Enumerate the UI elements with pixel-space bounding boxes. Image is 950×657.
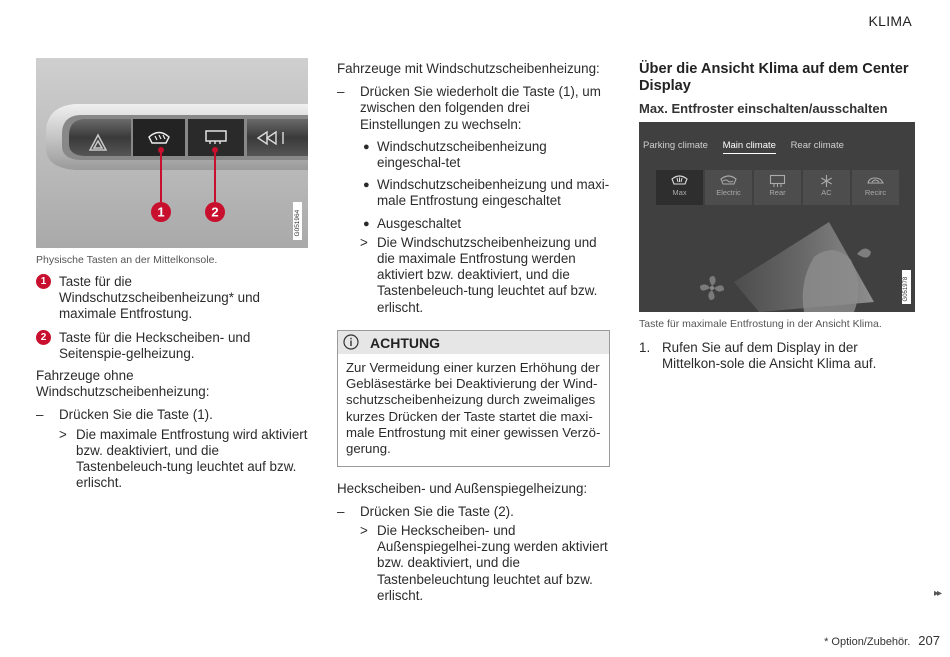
result bbox=[337, 235, 610, 316]
callout-2: 2 bbox=[211, 204, 219, 220]
numbered-step bbox=[639, 340, 915, 372]
warning-text: Zur Vermeidung einer kurzen Erhöhung der Gebläsestärke bei Deaktivierung der Wind-schutzscheibenheizung durch zweimaliges kurzes Drücken der Taste startet die maxi-male Entfrostung mit einer gewissen Verzö-gerung. bbox=[346, 359, 601, 457]
result-text: Die Heckscheiben- und Außenspiegelhei-zung werden aktiviert bzw. deaktiviert, und die Tastenbeleuchtung leuchtet auf bzw. erlischt. bbox=[377, 523, 608, 603]
bullet-text: Ausgeschaltet bbox=[377, 215, 462, 231]
fan-icon bbox=[700, 276, 724, 300]
button-label: AC bbox=[821, 188, 832, 197]
console-buttons-photo bbox=[36, 58, 308, 248]
tab-parking-climate[interactable]: Parking climate bbox=[643, 140, 708, 152]
list-item-text: Taste für die Heckscheiben- und Seitenspie-gelheizung. bbox=[59, 329, 251, 361]
intro-text: Fahrzeuge mit Windschutzscheibenheizung: bbox=[337, 61, 600, 76]
intro-text: Heckscheiben- und Außenspiegelheizung: bbox=[337, 480, 588, 496]
bullet-text: Windschutzscheibenheizung und maxi-male Entfrostung eingeschaltet bbox=[377, 177, 610, 209]
button-label: Rear bbox=[769, 188, 786, 197]
step-text: Drücken Sie die Taste (2). bbox=[360, 503, 514, 519]
bullet-item bbox=[337, 216, 610, 232]
dash-marker: – bbox=[337, 84, 345, 100]
step bbox=[36, 407, 308, 423]
warning-info-icon bbox=[343, 334, 359, 350]
dash-marker: – bbox=[36, 407, 44, 423]
warning-header bbox=[338, 331, 609, 354]
figure-caption: Physische Tasten an der Mittelkonsole. bbox=[36, 254, 218, 266]
intro-text: Fahrzeuge ohne Windschutzscheibenheizung: bbox=[36, 368, 210, 400]
warning-title: ACHTUNG bbox=[370, 334, 440, 351]
page-header bbox=[0, 0, 950, 42]
page-number: 207 bbox=[918, 633, 940, 648]
column-left bbox=[36, 58, 308, 491]
section-heading: Über die Ansicht Klima auf dem Center Display bbox=[639, 61, 909, 94]
result-marker: > bbox=[360, 523, 368, 539]
figure-code-box bbox=[293, 202, 302, 240]
column-right bbox=[639, 61, 915, 373]
option-note: * Option/Zubehör. bbox=[824, 636, 911, 648]
step-number: 1. bbox=[639, 340, 651, 356]
tab-main-climate[interactable]: Main climate bbox=[723, 140, 776, 154]
bullet-marker: ● bbox=[363, 217, 370, 230]
result-marker: > bbox=[59, 426, 67, 442]
tab-rear-climate[interactable]: Rear climate bbox=[790, 140, 844, 152]
button-label: Electric bbox=[716, 188, 741, 197]
list-item bbox=[36, 274, 308, 323]
section-title: KLIMA bbox=[868, 13, 912, 29]
center-display-screenshot bbox=[639, 122, 915, 312]
result bbox=[36, 427, 308, 492]
bullet-marker: ● bbox=[363, 179, 370, 192]
subsection-heading: Max. Entfroster einschalten/ausschalten bbox=[639, 101, 888, 116]
step-text: Drücken Sie die Taste (1). bbox=[59, 407, 213, 423]
result-marker: > bbox=[360, 234, 368, 250]
next-page-arrow-icon: ▸▸ bbox=[933, 588, 940, 599]
bullet-marker: ● bbox=[363, 140, 370, 153]
bullet-text: Windschutzscheibenheizung eingeschal-tet bbox=[377, 138, 547, 171]
button-label: Recirc bbox=[864, 188, 887, 197]
page-footer bbox=[824, 633, 940, 648]
figure-code: G051964 bbox=[293, 209, 301, 237]
number-badge: 1 bbox=[36, 274, 51, 289]
figure-code: G051978 bbox=[902, 276, 909, 302]
figure-caption: Taste für maximale Entfrostung in der Ansicht Klima. bbox=[639, 318, 882, 331]
result-text: Die maximale Entfrostung wird aktiviert bzw. deaktiviert, und die Tastenbeleuch-tung leuchtet auf bzw. erlischt. bbox=[76, 426, 308, 491]
step bbox=[337, 84, 610, 133]
result bbox=[337, 523, 610, 604]
step-text: Rufen Sie auf dem Display in der Mittelkon-sole die Ansicht Klima auf. bbox=[662, 340, 877, 372]
number-badge: 2 bbox=[36, 330, 51, 345]
bullet-item bbox=[337, 139, 610, 171]
console-illustration bbox=[36, 58, 308, 248]
step bbox=[337, 504, 610, 520]
button-label: Max bbox=[672, 188, 687, 197]
callout-1: 1 bbox=[157, 204, 165, 220]
dash-marker: – bbox=[337, 503, 345, 519]
step-text: Drücken Sie wiederholt die Taste (1), um zwischen den folgenden drei Einstellungen zu wechseln: bbox=[360, 84, 601, 132]
list-item-text: Taste für die Windschutzscheibenheizung* und maximale Entfrostung. bbox=[59, 274, 260, 322]
bullet-item bbox=[337, 177, 610, 209]
list-item bbox=[36, 330, 308, 362]
cabin-airflow-illustration bbox=[639, 122, 915, 312]
figure-code-box bbox=[902, 270, 911, 304]
warning-box bbox=[337, 330, 610, 467]
result-text: Die Windschutzscheibenheizung und die maximale Entfrostung werden aktiviert bzw. deaktiviert, und die Tastenbeleuch-tung leuchtet auf bzw. erlischt. bbox=[377, 234, 598, 315]
column-middle bbox=[337, 61, 610, 604]
